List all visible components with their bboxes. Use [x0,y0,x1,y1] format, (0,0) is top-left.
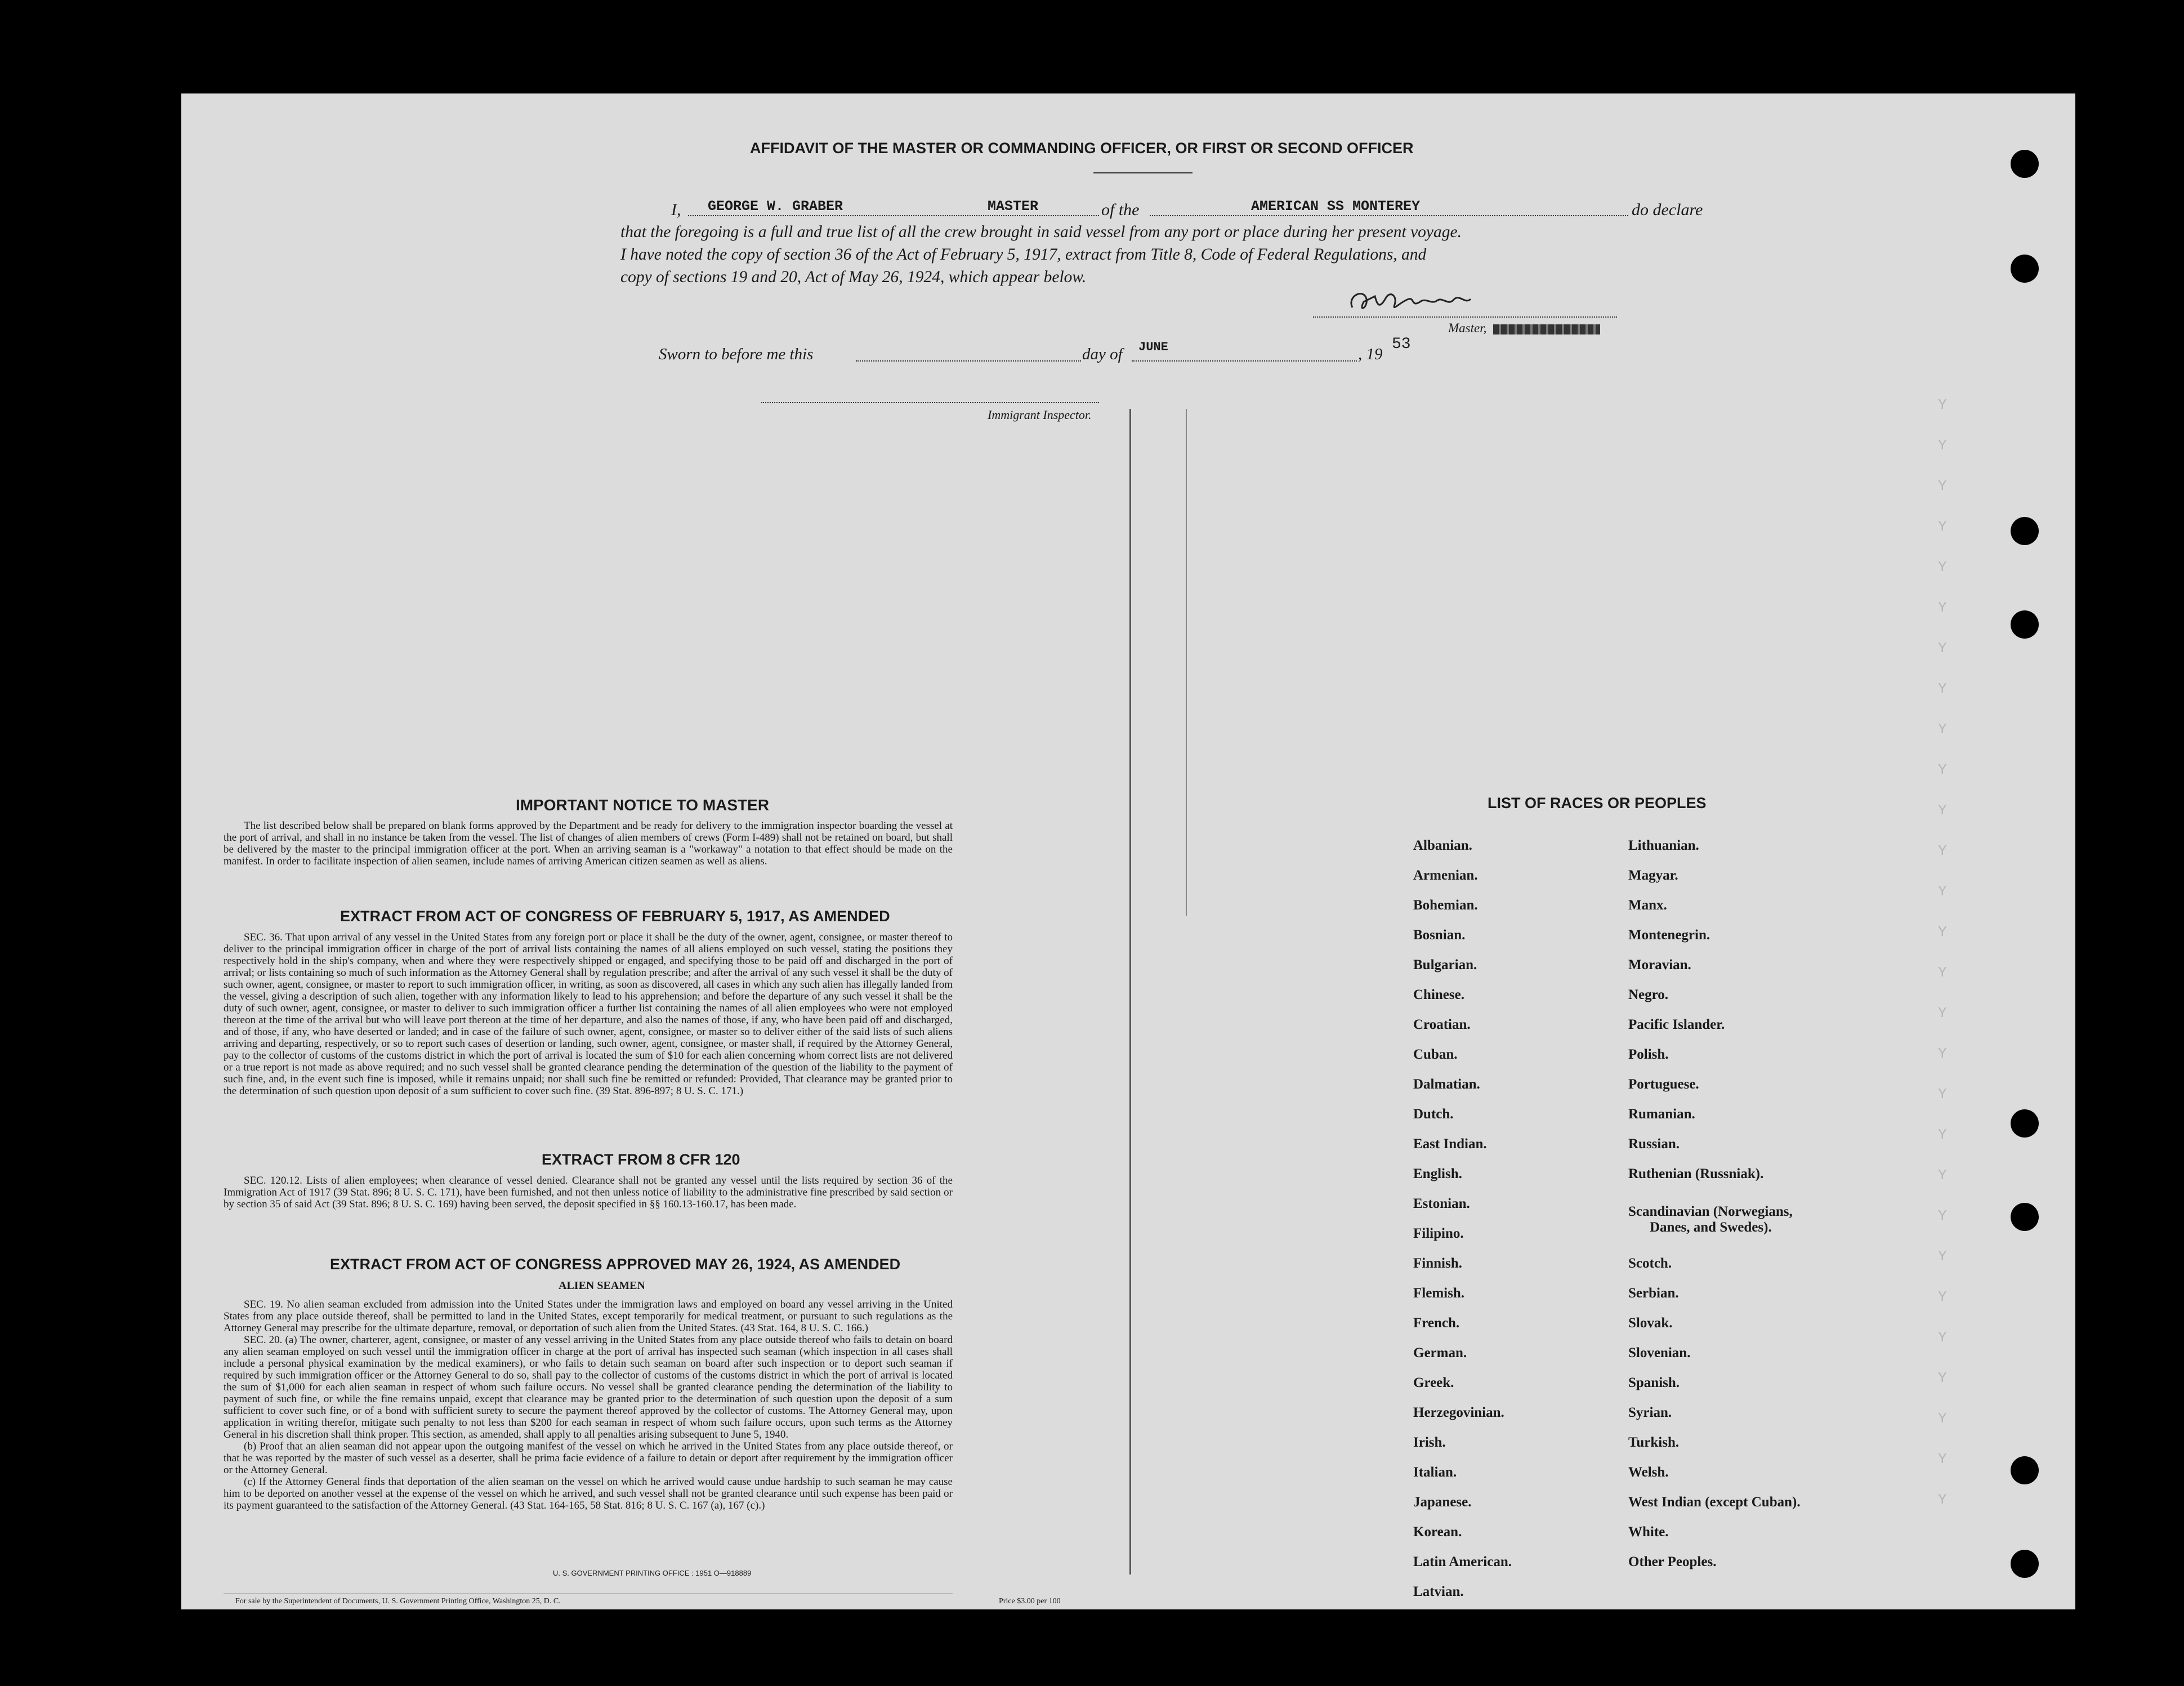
race-item: Ruthenian (Russniak). [1628,1166,1764,1181]
sec36-paragraph: SEC. 36. That upon arrival of any vessel in the United States from any foreign port or place it shall be the duty of the owner, agent, consignee, or master thereof to deliver to the principal immigration officer in charge of the port of arrival lists containing the names of all aliens employed on such vessel, stating the positions they respectively hold in the ship's company, when and where they were respectively shipped or engaged, and specifying those to be paid off and discharged in the port of arrival; or lists containing so much of such information as the Attorney General shall by regulation prescribe; and after the arrival of any such vessel it shall be the duty of such owner, agent, consignee, or master to report to such immigration officer, in writing, as soon as discovered, all cases in which any such alien has illegally landed from the vessel, giving a description of such alien, together with any information likely to lead to his apprehension; and before the departure of any such vessel it shall be the duty of such owner, agent, consignee, or master to deliver to such immigration officer a further list containing the names of all alien employees who were not employed thereon at the time of the arrival but who will leave port thereon at the time of her departure, and also the names of those, if any, who have been paid off and discharged, and of those, if any, who have deserted or landed; and in case of the failure of such owner, agent, consignee, or master so to deliver either of the said lists of such aliens arriving and departing, respectively, or so to report such cases of desertion or landing, such owner, agent, consignee, or master shall, if required by the Attorney General, pay to the collector of customs of the customs district in which the port of arrival is located the sum of $10 for each alien concerning whom correct lists are not delivered or a true report is not made as above required; and no such vessel shall be granted clearance pending the determination of the question of the liability to the payment of such fine, and, in the event such fine is imposed, while it remains unpaid; nor shall such fine be remitted or refunded: Provided, That clearance may be granted prior to the determination of such question upon deposit of a sum sufficient to cover such fine. (39 Stat. 896-897; 8 U. S. C. 171.) [224,931,953,1097]
race-item: Bulgarian. [1413,957,1477,973]
race-item: Moravian. [1628,957,1691,973]
day-field-line [856,360,1081,362]
sec20c-paragraph: (c) If the Attorney General finds that deportation of the alien seaman on the vessel on which he arrived would cause undue hardship to such seaman he may cause him to be deported on another vessel at the expense of the vessel on which he arrived, and such vessel shall not be granted clearance until such expense has been paid or its payment guaranteed to the satisfaction of the Attorney General. (43 Stat. 164-165, 58 Stat. 816; 8 U. S. C. 167 (a), 167 (c).) [224,1476,953,1511]
race-item: English. [1413,1166,1462,1181]
race-item: Armenian. [1413,868,1478,883]
footer-right: Price $3.00 per 100 [999,1597,1061,1605]
race-item: Slovenian. [1628,1345,1691,1361]
binder-hole [2011,150,2039,178]
race-item: Dalmatian. [1413,1077,1480,1092]
extract1924-text [224,1299,953,1511]
race-item: Greek. [1413,1375,1454,1390]
race-item: Turkish. [1628,1435,1680,1450]
affidavit-title: AFFIDAVIT OF THE MASTER OR COMMANDING OFFICER, OR FIRST OR SECOND OFFICER [750,140,1414,157]
races-title: LIST OF RACES OR PEOPLES [1488,795,1707,811]
race-item: Pacific Islander. [1628,1017,1725,1032]
race-item: Spanish. [1628,1375,1680,1390]
race-item: Danes, and Swedes). [1650,1220,1772,1235]
race-item: White. [1628,1524,1669,1540]
race-item: Latvian. [1413,1584,1464,1599]
race-item: Dutch. [1413,1107,1454,1122]
month-value: JUNE [1138,340,1168,354]
affidavit-line3: I have noted the copy of section 36 of the Act of February 5, 1917, extract from Title 8, Code of Federal Regulations, and [620,246,1427,264]
race-item: Bohemian. [1413,898,1478,913]
race-item: Portuguese. [1628,1077,1699,1092]
extract1924-title: EXTRACT FROM ACT OF CONGRESS APPROVED MAY 26, 1924, AS AMENDED [330,1256,901,1273]
race-item: Flemish. [1413,1286,1464,1301]
race-item: Cuban. [1413,1047,1458,1062]
signature-line [1313,316,1617,318]
inspector-label: Immigrant Inspector. [988,408,1092,422]
race-item: Irish. [1413,1435,1446,1450]
manifest-sheet: Y Y Y Y Y Y Y Y Y Y Y Y Y Y Y Y Y Y Y Y Y Y Y Y Y Y Y Y AFFIDAVIT OF THE MASTER OR COMMANDING OFFICER, OR FIRST OR SECOND OFFICER I, GEORGE W. GRABER MASTER of the AMERICAN SS MONTEREY do declare that the foregoing is a full and true list of all the crew brought in said vessel from any port or place during her present voyage. I have noted the copy of section 36 of the Act of February 5, 1917, extract from Title 8, Code of Federal Regulations, and copy of sections 19 and 20, Act of May 26, 1924, which appear below. Master, Sworn to before me this day of JUNE , 19 53 Immigrant Inspector. IMPORTANT NOTICE TO MASTER The list described below shall be prepared on blank forms approved by the Department and be ready for delivery to the immigration inspector boarding the vessel at the port of arrival, and shall in no instance be taken from the vessel. The list of changes of alien members of crews (Form I-489) shall not be retained on board, but shall be delivered by the master to the principal immigration officer at the port. When an arriving seaman is a "workaway" a notation to that effect should be made on the manifest. In order to facilitate inspection of alien seamen, include names of arriving American citizen seamen as well as aliens. EXTRACT FROM ACT OF CONGRESS OF FEBRUARY 5, 1917, AS AMENDED SEC. 36. That upon arrival of any vessel in the United States from any foreign port or place it shall be the duty of the owner, agent, consignee, or master thereof to deliver to the principal immigration officer in charge of the port of arrival lists containing the names of all aliens employed on such vessel, stating the positions they respectively hold in the ship's company, when and where they were respectively shipped or engaged, and specifying those to be paid off and discharged in the port of arrival; or lists containing so much of such information as the Attorney General shall by regulation prescribe; and after the arrival of any such vessel it shall be the duty of such owner, agent, consignee, or master to report to such immigration officer, in writing, as soon as discovered, all cases in which any such alien has illegally landed from the vessel, giving a description of such alien, together with any information likely to lead to his apprehension; and before the departure of any such vessel it shall be the duty of such owner, agent, consignee, or master to deliver to such immigration officer a further list containing the names of all alien employees who were not employed thereon at the time of the arrival but who will leave port thereon at the time of her departure, and also the names of those, if any, who have been paid off and discharged, and of those, if any, who have deserted or landed; and in case of the failure of such owner, agent, consignee, or master so to deliver either of the said lists of such aliens arriving and departing, respectively, or so to report such cases of desertion or landing, such owner, agent, consignee, or master shall, if required by the Attorney General, pay to the collector of customs of the customs district in which the port of arrival is located the sum of $10 for each alien concerning whom correct lists are not delivered or a true report is not made as above required; and no such vessel shall be granted clearance pending the determination of the question of the liability to the payment of such fine, and, in the event such fine is imposed, while it remains unpaid; nor shall such fine be remitted or refunded: Provided, That clearance may be granted prior to the determination of such question upon deposit of a sum sufficient to cover such fine. (39 Stat. 896-897; 8 U. S. C. 171.) EXTRACT FROM 8 CFR 120 SEC. 120.12. Lists of alien employees; when clearance of vessel denied. Clearance shall not be granted any vessel until the lists required by section 36 of the Immigration Act of 1917 (39 Stat. 896; 8 U. S. C. 171), have been furnished, and not then unless notice of liability to the administrative fine prescribed by said section or by section 35 of said Act (39 Stat. 896; 8 U. S. C. 169) having been served, the deposit specified in §§ 160.13-160.17, has been made. EXTRACT FROM ACT OF CONGRESS APPROVED MAY 26, 1924, AS AMENDED ALIEN SEAMEN SEC. 19. No alien seaman excluded from admission into the United States under the immigration laws and employed on board any vessel arriving in the United States from any place outside thereof, shall be permitted to land in the United States, except temporarily for medical treatment, or pursuant to such regulations as the Attorney General may prescribe for the ultimate departure, removal, or deportation of such alien from the United States. (43 Stat. 164, 8 U. S. C. 166.) SEC. 20. (a) The owner, charterer, agent, consignee, or master of any vessel arriving in the United States from any place outside thereof who fails to detain on board any alien seaman employed on such vessel until the immigration officer in charge at the port of arrival has inspected such seaman (which inspection in all cases shall include a personal physical examination by the medical examiners), or who fails to detain such seaman on board after such inspection or to deport such seaman if required by such immigration officer or the Attorney General to do so, shall pay to the collector of customs of the customs district in which the port of arrival is located the sum of $1,000 for each alien seaman in respect of whom such failure occurs. No vessel shall be granted clearance pending the determination of the liability to payment of such fine, or while the fine remains unpaid, except that clearance may be granted prior to the determination of such question upon the deposit of a sum sufficient to cover such fine, or of a bond with sufficient surety to secure the payment thereof approved by the collector of customs. The Attorney General may, upon application in writing therefor, mitigate such penalty to not less than $200 for each seaman in respect of whom such failure occurs, upon such terms as the Attorney General in his discretion shall think proper. This section, as amended, shall apply to all penalties arising subsequent to June 5, 1940. (b) Proof that an alien seaman did not appear upon the outgoing manifest of the vessel on which he arrived in the United States from any place outside thereof, or that he was reported by the master of such vessel as a deserter, shall be prima facie evidence of a failure to detain or deport after requirement by the immigration officer or the Attorney General. (c) If the Attorney General finds that deportation of the alien seaman on the vessel on which he arrived would cause undue hardship to such seaman he may cause him to be deported on another vessel at the expense of the vessel on which he arrived, and such vessel shall not be granted clearance until such expense has been paid or its payment guaranteed to the satisfaction of the Attorney General. (43 Stat. 164-165, 58 Stat. 816; 8 U. S. C. 167 (a), 167 (c).) U. S. GOVERNMENT PRINTING OFFICE : 1951 O—918889 For sale by the Superintendent of Documents, U. S. Government Printing Office, Washington 25, D. C. Price $3.00 per 100 LIST OF RACES OR PEOPLES Albanian. Armenian. Bohemian. Bosnian. Bulgarian. Chinese. Croatian. Cuban. Dalmatian. Dutch. East Indian. English. Estonian. Filipino. Finnish. Flemish. French. German. Greek. Herzegovinian. Irish. Italian. Japanese. Korean. Latin American. Latvian. Lithuanian. Magyar. Manx. Montenegrin. Moravian. Negro. Pacific Islander. Polish. Portuguese. Rumanian. Russian. Ruthenian (Russniak). Scandinavian (Norwegians, Danes, and Swedes). Scotch. Serbian. Slovak. Slovenian. Spanish. Syrian. Turkish. Welsh. West Indian (except Cuban). White. Other Peoples. [181,93,2075,1609]
struck-title [1493,324,1600,334]
master-label: Master, [1448,321,1487,335]
race-item: Russian. [1628,1136,1680,1152]
column-rule [1129,409,1131,1575]
race-item: Japanese. [1413,1495,1472,1510]
title-rule [1093,172,1193,173]
race-item: Bosnian. [1413,927,1466,943]
vessel-name: AMERICAN SS MONTEREY [1251,198,1421,215]
race-item: Estonian. [1413,1196,1470,1211]
rank: MASTER [988,198,1039,215]
vessel-field-line [1150,215,1628,216]
extract1917-text [224,931,953,1097]
binder-hole [2011,1109,2039,1138]
race-item: Slovak. [1628,1315,1673,1331]
race-item: Syrian. [1628,1405,1672,1420]
race-item: Serbian. [1628,1286,1679,1301]
binder-hole [2011,610,2039,639]
printer-imprint: U. S. GOVERNMENT PRINTING OFFICE : 1951 O—918889 [553,1569,752,1577]
column-rule [1186,409,1187,916]
race-item: West Indian (except Cuban). [1628,1495,1801,1510]
affidavit-line4: copy of sections 19 and 20, Act of May 26, 1924, which appear below. [620,268,1087,286]
notice-title: IMPORTANT NOTICE TO MASTER [516,796,770,814]
race-item: Herzegovinian. [1413,1405,1504,1420]
month-field-line [1132,360,1357,362]
notice-paragraph: The list described below shall be prepared on blank forms approved by the Department and be ready for delivery to the immigration inspector boarding the vessel at the port of arrival, and shall in no instance be taken from the vessel. The list of changes of alien members of crews (Form I-489) shall not be retained on board, but shall be delivered by the master to the principal immigration officer at the port. When an arriving seaman is a "workaway" a notation to that effect should be made on the manifest. In order to facilitate inspection of alien seamen, include names of arriving American citizen seamen as well as aliens. [224,820,953,867]
year-value: 53 [1392,336,1411,353]
alien-seamen-subtitle: ALIEN SEAMEN [559,1279,645,1292]
affidavit-line1: I, [671,200,681,219]
master-name: GEORGE W. GRABER [708,198,843,215]
race-item: Lithuanian. [1628,838,1699,853]
race-item: Scandinavian (Norwegians, [1628,1204,1793,1219]
race-item: Welsh. [1628,1465,1669,1480]
race-item: Manx. [1628,898,1667,913]
race-item: Montenegrin. [1628,927,1710,943]
year-prefix: , 19 [1358,345,1383,363]
notice-text [224,820,953,867]
sec20a-paragraph: SEC. 20. (a) The owner, charterer, agent, consignee, or master of any vessel arriving in the United States from any place outside thereof who fails to detain on board any alien seaman employed on such vessel until the immigration officer in charge at the port of arrival has inspected such seaman (which inspection in all cases shall include a personal physical examination by the medical examiners), or who fails to detain such seaman on board after such inspection or to deport such seaman if required by such immigration officer or the Attorney General to do so, shall pay to the collector of customs of the customs district in which the port of arrival is located the sum of $1,000 for each alien seaman in respect of whom such failure occurs. No vessel shall be granted clearance pending the determination of the liability to payment of such fine, or while the fine remains unpaid, except that clearance may be granted prior to the determination of such question upon the deposit of a sum sufficient to cover such fine, or of a bond with sufficient surety to secure the payment thereof approved by the collector of customs. The Attorney General may, upon application in writing therefor, mitigate such penalty to not less than $200 for each seaman in respect of whom such failure occurs, upon such terms as the Attorney General in his discretion shall think proper. This section, as amended, shall apply to all penalties arising subsequent to June 5, 1940. [224,1334,953,1440]
binder-hole [2011,1456,2039,1484]
inspector-line [761,402,1099,403]
binder-hole [2011,255,2039,283]
do-declare-label: do declare [1632,200,1703,219]
day-of-label: day of [1082,345,1123,363]
race-item: Rumanian. [1628,1107,1695,1122]
binder-hole [2011,1203,2039,1231]
race-item: Filipino. [1413,1226,1464,1241]
race-item: Negro. [1628,987,1669,1002]
race-item: Scotch. [1628,1256,1672,1271]
sworn-label: Sworn to before me this [659,345,814,363]
race-item: Magyar. [1628,868,1678,883]
race-item: Chinese. [1413,987,1464,1002]
race-item: Latin American. [1413,1554,1512,1569]
race-item: Croatian. [1413,1017,1471,1032]
race-item: Finnish. [1413,1256,1462,1271]
extractcfr-title: EXTRACT FROM 8 CFR 120 [542,1151,740,1168]
race-item: Polish. [1628,1047,1669,1062]
affidavit-line2: that the foregoing is a full and true list of all the crew brought in said vessel from any port or place during her present voyage. [620,223,1462,241]
binder-hole [2011,517,2039,545]
binder-hole [2011,1550,2039,1578]
sec20b-paragraph: (b) Proof that an alien seaman did not appear upon the outgoing manifest of the vessel on which he arrived in the United States from any place outside thereof, or that he was reported by the master of such vessel as a deserter, shall be prima facie evidence of a failure to detain or deport after requirement by the immigration officer or the Attorney General. [224,1440,953,1476]
extractcfr-text [224,1175,953,1210]
master-signature [1341,285,1555,319]
race-item: French. [1413,1315,1460,1331]
extract1917-title: EXTRACT FROM ACT OF CONGRESS OF FEBRUARY 5, 1917, AS AMENDED [340,908,890,925]
race-item: German. [1413,1345,1467,1361]
of-the-label: of the [1101,200,1140,219]
footer-left: For sale by the Superintendent of Documents, U. S. Government Printing Office, Washington 25, D. C. [235,1597,561,1605]
race-item: Other Peoples. [1628,1554,1717,1569]
name-field-line [688,215,1099,216]
race-item: Italian. [1413,1465,1457,1480]
race-item: Albanian. [1413,838,1472,853]
signature-drawing [1341,285,1555,319]
race-item: Korean. [1413,1524,1462,1540]
sec120-paragraph: SEC. 120.12. Lists of alien employees; when clearance of vessel denied. Clearance shall not be granted any vessel until the lists required by section 36 of the Immigration Act of 1917 (39 Stat. 896; 8 U. S. C. 171), have been furnished, and not then unless notice of liability to the administrative fine prescribed by said section or by section 35 of said Act (39 Stat. 896; 8 U. S. C. 169) having been served, the deposit specified in §§ 160.13-160.17, has been made. [224,1175,953,1210]
race-item: East Indian. [1413,1136,1487,1152]
sec19-paragraph: SEC. 19. No alien seaman excluded from admission into the United States under the immigration laws and employed on board any vessel arriving in the United States from any place outside thereof, shall be permitted to land in the United States, except temporarily for medical treatment, or pursuant to such regulations as the Attorney General may prescribe for the ultimate departure, removal, or deportation of such alien from the United States. (43 Stat. 164, 8 U. S. C. 166.) [224,1299,953,1334]
